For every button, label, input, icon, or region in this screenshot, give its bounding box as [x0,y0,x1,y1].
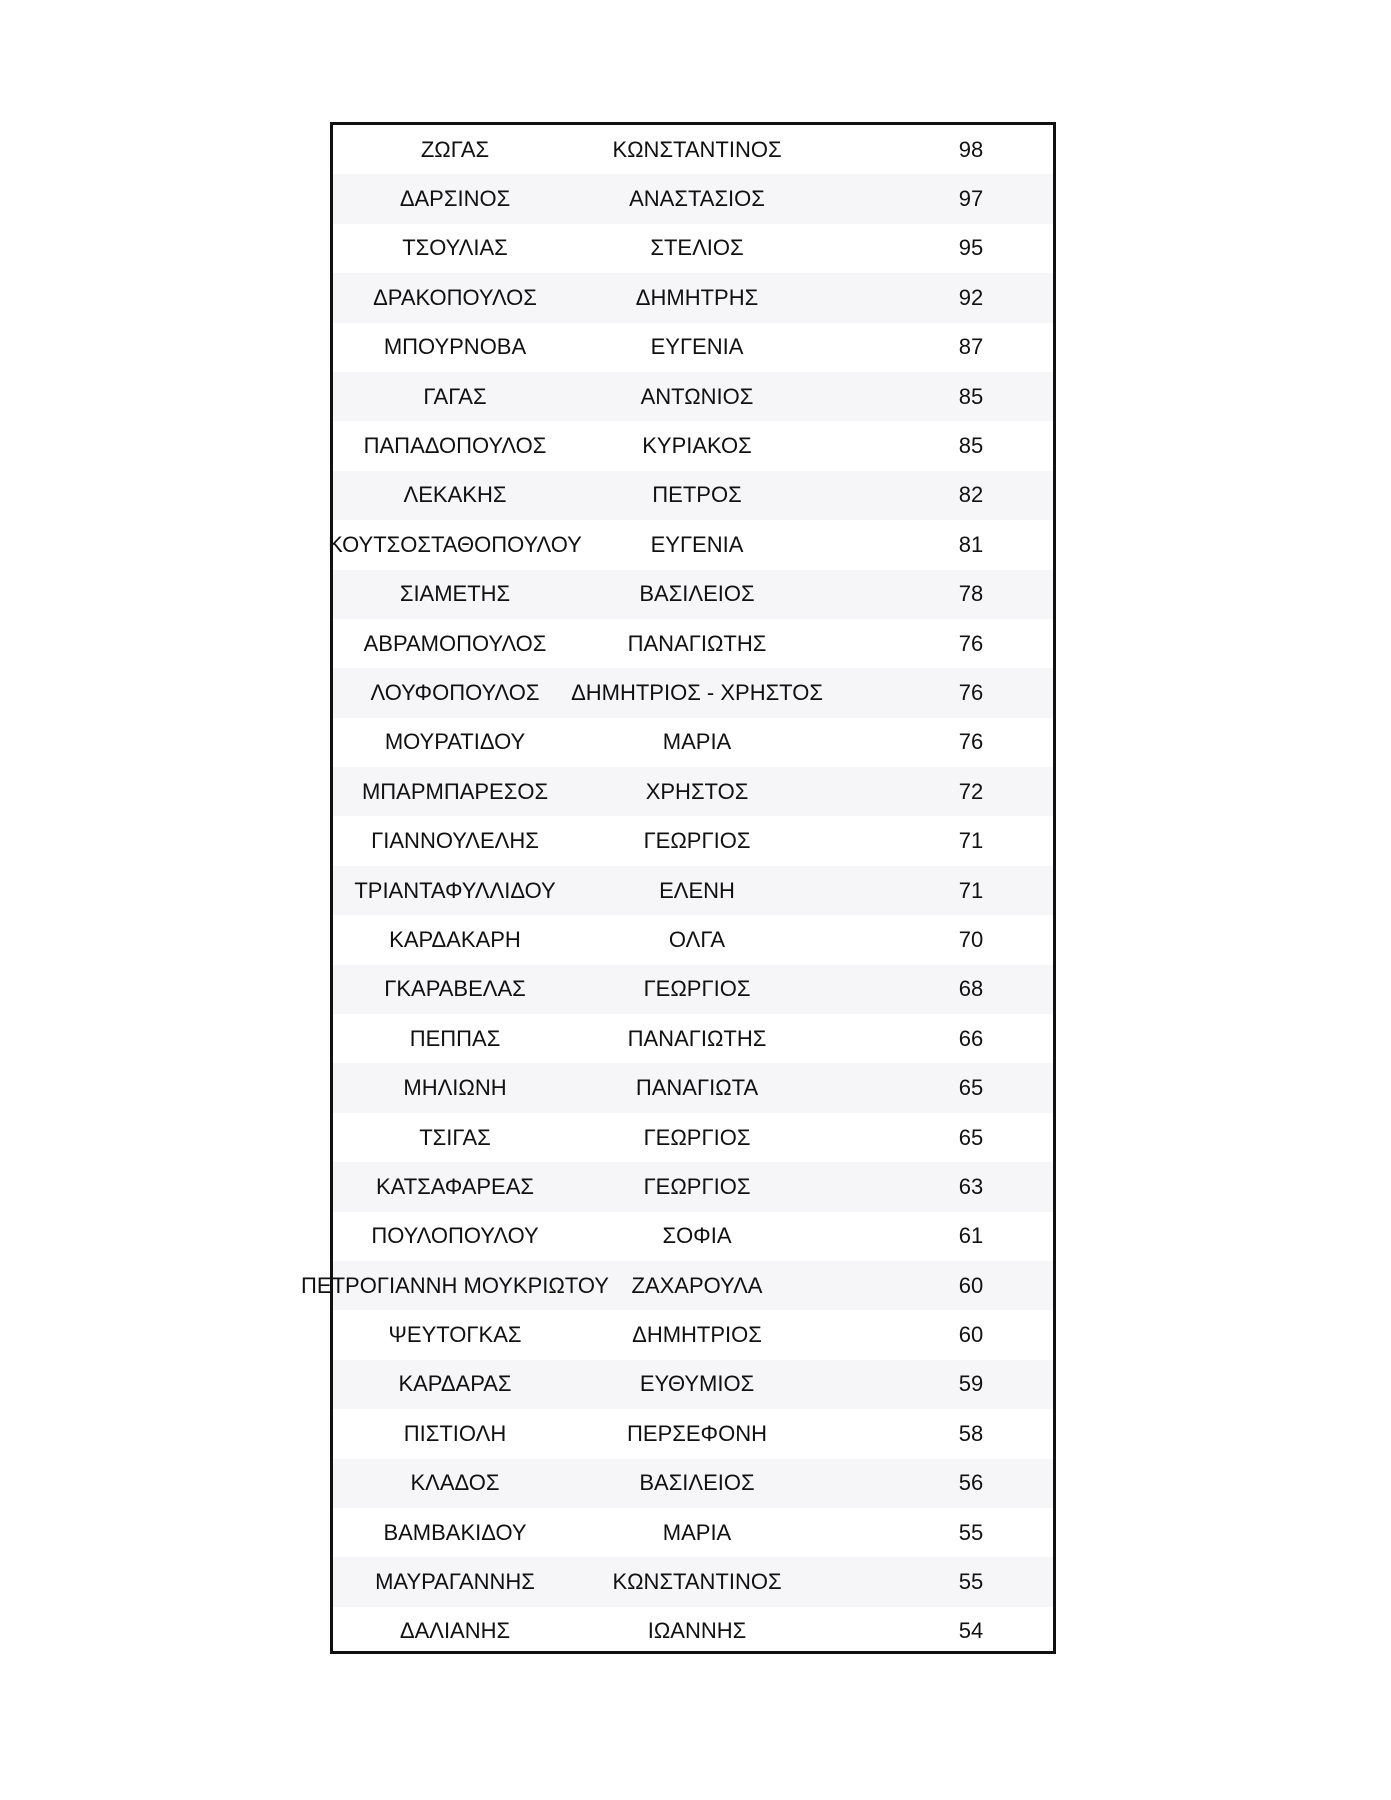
score-cell: 85 [958,433,984,459]
score-cell: 66 [958,1025,984,1051]
first-name-cell: ΕΥΓΕΝΙΑ [650,334,744,360]
surname-cell: ΔΡΑΚΟΠΟΥΛΟΣ [373,284,537,310]
table-row [333,816,1053,865]
surname-cell: ΖΩΓΑΣ [420,136,490,162]
surname-cell: ΛΟΥΦΟΠΟΥΛΟΣ [370,679,540,705]
table-row [333,323,1053,372]
score-cell: 71 [958,877,984,903]
table-row [333,1063,1053,1112]
table-row [333,1360,1053,1409]
surname-cell: ΠΟΥΛΟΠΟΥΛΟΥ [371,1223,539,1249]
score-cell: 61 [958,1223,984,1249]
table-row [333,767,1053,816]
first-name-cell: ΓΕΩΡΓΙΟΣ [643,1173,751,1199]
score-cell: 76 [958,679,984,705]
score-cell: 68 [958,976,984,1002]
surname-cell: ΒΑΜΒΑΚΙΔΟΥ [383,1519,527,1545]
surname-cell: ΤΡΙΑΝΤΑΦΥΛΛΙΔΟΥ [354,877,556,903]
surname-cell: ΜΠΟΥΡΝΟΒΑ [383,334,527,360]
table-row [333,1212,1053,1261]
first-name-cell: ΟΛΓΑ [668,926,726,952]
first-name-cell: ΑΝΑΣΤΑΣΙΟΣ [629,186,765,212]
surname-cell: ΤΣΙΓΑΣ [419,1124,491,1150]
surname-cell: ΚΑΡΔΑΚΑΡΗ [389,926,521,952]
first-name-cell: ΠΑΝΑΓΙΩΤΑ [635,1075,759,1101]
score-cell: 76 [958,630,984,656]
table-row [333,570,1053,619]
results-table [301,122,1056,1654]
first-name-cell: ΠΑΝΑΓΙΩΤΗΣ [627,1025,767,1051]
score-cell: 95 [958,235,984,261]
first-name-cell: ΓΕΩΡΓΙΟΣ [643,828,751,854]
score-cell: 65 [958,1075,984,1101]
first-name-cell: ΔΗΜΗΤΡΙΟΣ [632,1322,762,1348]
first-name-cell: ΕΛΕΝΗ [659,877,735,903]
table-row [333,125,1053,174]
first-name-cell: ΒΑΣΙΛΕΙΟΣ [639,581,755,607]
score-cell: 65 [958,1124,984,1150]
surname-cell: ΚΟΥΤΣΟΣΤΑΘΟΠΟΥΛΟΥ [328,531,582,557]
surname-cell: ΜΠΑΡΜΠΑΡΕΣΟΣ [361,778,549,804]
first-name-cell: ΧΡΗΣΤΟΣ [645,778,749,804]
score-cell: 85 [958,383,984,409]
score-cell: 70 [958,926,984,952]
first-name-cell: ΑΝΤΩΝΙΟΣ [640,383,754,409]
score-cell: 59 [958,1371,984,1397]
surname-cell: ΛΕΚΑΚΗΣ [403,482,507,508]
surname-cell: ΚΑΤΣΑΦΑΡΕΑΣ [375,1173,534,1199]
score-cell: 98 [958,136,984,162]
table-row [333,1409,1053,1458]
first-name-cell: ΣΤΕΛΙΟΣ [650,235,744,261]
first-name-cell: ΕΥΘΥΜΙΟΣ [639,1371,755,1397]
surname-cell: ΑΒΡΑΜΟΠΟΥΛΟΣ [363,630,547,656]
surname-cell: ΚΑΡΔΑΡΑΣ [398,1371,512,1397]
score-cell: 76 [958,729,984,755]
surname-cell: ΠΑΠΑΔΟΠΟΥΛΟΣ [363,433,547,459]
first-name-cell: ΖΑΧΑΡΟΥΛΑ [631,1272,763,1298]
table-row [333,1607,1053,1656]
first-name-cell: ΣΟΦΙΑ [662,1223,732,1249]
score-cell: 82 [958,482,984,508]
score-cell: 87 [958,334,984,360]
surname-cell: ΔΑΛΙΑΝΗΣ [399,1618,511,1644]
surname-cell: ΤΣΟΥΛΙΑΣ [402,235,508,261]
score-cell: 72 [958,778,984,804]
score-cell: 60 [958,1272,984,1298]
surname-cell: ΓΚΑΡΑΒΕΛΑΣ [384,976,526,1002]
surname-cell: ΜΑΥΡΑΓΑΝΝΗΣ [375,1569,535,1595]
first-name-cell: ΠΕΡΣΕΦΟΝΗ [627,1420,767,1446]
first-name-cell: ΜΑΡΙΑ [662,729,732,755]
score-cell: 60 [958,1322,984,1348]
table-row [333,421,1053,470]
table-row [333,372,1053,421]
first-name-cell: ΚΩΝΣΤΑΝΤΙΝΟΣ [612,136,782,162]
table-row [333,668,1053,717]
score-cell: 54 [958,1618,984,1644]
table-row [333,1508,1053,1557]
table-row [333,1014,1053,1063]
score-cell: 81 [958,531,984,557]
first-name-cell: ΚΩΝΣΤΑΝΤΙΝΟΣ [612,1569,782,1595]
surname-cell: ΔΑΡΣΙΝΟΣ [399,186,511,212]
first-name-cell: ΙΩΑΝΝΗΣ [647,1618,747,1644]
table-row [333,915,1053,964]
table-row [333,273,1053,322]
table-row [333,224,1053,273]
surname-cell: ΣΙΑΜΕΤΗΣ [399,581,511,607]
table-row [333,174,1053,223]
score-cell: 78 [958,581,984,607]
first-name-cell: ΓΕΩΡΓΙΟΣ [643,1124,751,1150]
table-row [333,619,1053,668]
table-row [333,1113,1053,1162]
table-row [301,1261,1053,1310]
score-cell: 55 [958,1569,984,1595]
table-row [333,1459,1053,1508]
table-row [333,866,1053,915]
surname-cell: ΓΙΑΝΝΟΥΛΕΛΗΣ [371,828,539,854]
table-row [333,1162,1053,1211]
table-row [328,520,1053,569]
first-name-cell: ΕΥΓΕΝΙΑ [650,531,744,557]
surname-cell: ΠΙΣΤΙΟΛΗ [403,1420,507,1446]
score-cell: 71 [958,828,984,854]
table-row [333,471,1053,520]
table-row [333,1557,1053,1606]
surname-cell: ΜΟΥΡΑΤΙΔΟΥ [384,729,526,755]
score-cell: 55 [958,1519,984,1545]
first-name-cell: ΔΗΜΗΤΡΗΣ [635,284,759,310]
first-name-cell: ΠΑΝΑΓΙΩΤΗΣ [627,630,767,656]
table-row [333,718,1053,767]
score-cell: 58 [958,1420,984,1446]
surname-cell: ΚΛΑΔΟΣ [410,1470,500,1496]
score-cell: 92 [958,284,984,310]
first-name-cell: ΓΕΩΡΓΙΟΣ [643,976,751,1002]
first-name-cell: ΠΕΤΡΟΣ [652,482,742,508]
surname-cell: ΠΕΠΠΑΣ [409,1025,501,1051]
table-row [333,965,1053,1014]
table-row [333,1310,1053,1359]
score-cell: 56 [958,1470,984,1496]
first-name-cell: ΚΥΡΙΑΚΟΣ [642,433,752,459]
surname-cell: ΠΕΤΡΟΓΙΑΝΝΗ ΜΟΥΚΡΙΩΤΟΥ [301,1272,609,1298]
score-cell: 97 [958,186,984,212]
surname-cell: ΓΑΓΑΣ [423,383,487,409]
first-name-cell: ΒΑΣΙΛΕΙΟΣ [639,1470,755,1496]
surname-cell: ΜΗΛΙΩΝΗ [403,1075,507,1101]
score-cell: 63 [958,1173,984,1199]
first-name-cell: ΔΗΜΗΤΡΙΟΣ - ΧΡΗΣΤΟΣ [571,679,823,705]
table-body [301,125,1053,1656]
first-name-cell: ΜΑΡΙΑ [662,1519,732,1545]
surname-cell: ΨΕΥΤΟΓΚΑΣ [388,1322,522,1348]
